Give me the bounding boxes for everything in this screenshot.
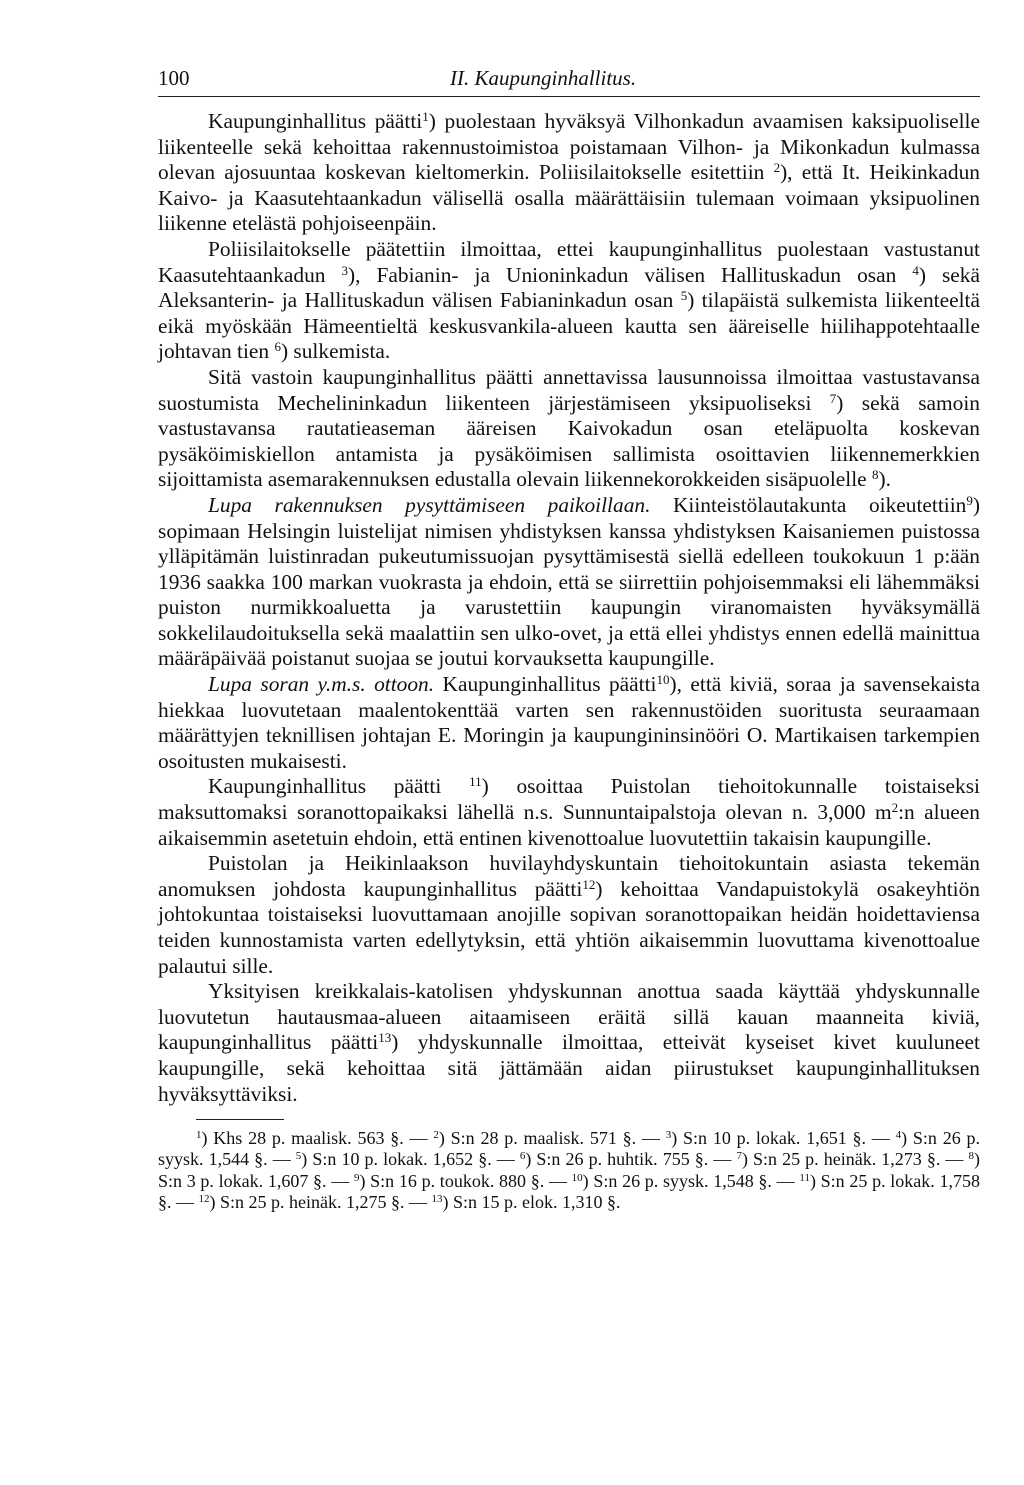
document-page <box>158 62 980 1213</box>
section-lead-heading: Lupa rakennuksen pysyttämiseen paikoillaan. <box>208 492 651 517</box>
text-run: ) S:n 26 p. huhtik. 755 §. — <box>525 1149 737 1170</box>
text-run: ) S:n 28 p. maalisk. 571 §. — <box>438 1128 666 1149</box>
paragraph <box>158 109 980 237</box>
footnote-divider <box>196 1119 284 1120</box>
page-header <box>158 62 980 97</box>
text-run: ) sekä Aleksanterin- ja Hallituskadun välisen Fabianinkadun osan <box>158 262 980 313</box>
text-run: ), Fabianin- ja Unioninkadun välisen Hallituskadun osan <box>348 262 913 287</box>
text-run: ) Khs 28 p. maalisk. 563 §. — <box>201 1128 434 1149</box>
footnote-ref: 5 <box>680 288 688 304</box>
text-run: ) kehoittaa Vandapuistokylä osakeyhtiön johtokuntaa toistaiseksi luovuttamaan anojille sopivan soranottopaikan heidän hoidettaviensa teiden kunnostamista varten edellytyksin, että yhtiön aikaisemmin luovuttama kivenottoalue palautui sille. <box>158 876 980 978</box>
footnote-marker: 2 <box>433 1129 439 1142</box>
text-run: ) yhdyskunnalle ilmoittaa, etteivät kyseiset kivet kuuluneet kaupungille, sekä kehoittaa sitä jättämään aidan piirustukset kaupunginhallituksen hyväksyttäviksi. <box>158 1030 980 1106</box>
footnote-marker: 13 <box>431 1192 443 1205</box>
text-run: ), että kiviä, soraa ja savensekaista hiekkaa luovutetaan maalentokenttää varten sen rakennustöiden suoritusta seuraamaan määrättyjen teknillisen johtajan E. Moringin ja kaupungininsinööri O. Martikaisen tarkempien osoitusten mukaisesti. <box>158 672 981 773</box>
text-run: Kiinteistölautakunta oikeutettiin <box>650 492 967 517</box>
text-run: Poliisilaitokselle päätettiin ilmoittaa, ettei kaupunginhallitus puolestaan vastustanut Kaasutehtaankadun <box>158 236 980 287</box>
text-run: Kaupunginhallitus päätti <box>434 672 657 697</box>
text-run: ) puolestaan hyväksyä Vilhonkadun avaamisen kaksipuoliselle liikenteelle sekä kehoittaa rakennustoimistoa poistamaan Vilhon- ja Mikonkadun kulmassa olevan ajosuuntaa koskevan kieltomerkin. Poliisilaitokselle esitettiin <box>158 109 980 185</box>
footnote-marker: 4 <box>895 1129 902 1142</box>
body-text <box>158 109 980 1107</box>
text-run: ) sulkemista. <box>280 339 391 364</box>
text-run: ) sopimaan Helsingin luistelijat nimisen yhdistyksen kanssa yhdistyksen Kaisaniemen puistossa ylläpitämän luistinradan pukeutumissuojan pysyttämisestä siellä edelleen toukokuun 1 p:ään 1936 saakka 100 markan vuokrasta ja ehdoin, että se siirrettiin pohjoisemmaksi eli lähemmäksi puiston nurmikkoaluetta ja varustettiin kaupungin viranomaisten hyväksymällä sokkelilaudoituksella sekä maalattiin sen ulko-ovet, ja että ellei yhdistys ennen edellä mainittua määräpäivää poistanut suojaa se joutui korvauksetta kaupungille. <box>158 492 981 671</box>
footnote-ref: 10 <box>656 672 670 688</box>
footnote-marker: 10 <box>571 1171 583 1184</box>
text-run: ) S:n 10 p. lokak. 1,652 §. — <box>301 1149 520 1170</box>
text-run: ) S:n 15 p. elok. 1,310 §. <box>442 1191 621 1212</box>
footnote-ref: 1 <box>422 109 429 124</box>
footnote-ref: 12 <box>582 876 596 892</box>
footnote-ref: 2 <box>891 800 899 816</box>
footnote-ref: 7 <box>829 390 837 406</box>
footnote-marker: 6 <box>519 1150 526 1163</box>
footnote-marker: 3 <box>665 1129 672 1142</box>
text-run: Sitä vastoin kaupunginhallitus päätti annettavissa lausunnoissa ilmoittaa vastustavansa suostumista Mechelininkadun liikenteen järjestämiseen yksipuoliseksi <box>158 364 980 415</box>
text-run: ) S:n 25 p. lokak. 1,758 §. — <box>158 1170 980 1212</box>
text-run: ) S:n 26 p. syysk. 1,548 §. — <box>582 1170 800 1191</box>
paragraph <box>158 672 980 774</box>
footnote-text <box>158 1128 980 1213</box>
footnote-ref: 2 <box>773 160 781 176</box>
footnote-ref: 9 <box>966 492 973 508</box>
text-run: ) S:n 25 p. heinäk. 1,273 §. — <box>741 1149 969 1170</box>
footnote-marker: 11 <box>799 1171 810 1184</box>
text-run: ) S:n 25 p. heinäk. 1,275 §. — <box>209 1191 432 1212</box>
footnotes <box>158 1119 980 1213</box>
paragraph <box>158 237 980 365</box>
footnote-marker: 1 <box>196 1129 202 1142</box>
footnote-ref: 3 <box>341 262 349 278</box>
paragraph <box>158 979 980 1107</box>
text-run: Kaupunginhallitus päätti <box>208 109 423 133</box>
text-run: ) osoittaa Puistolan tiehoitokunnalle toistaiseksi maksuttomaksi soranottopaikaksi lähellä n.s. Sunnuntaipalstoja olevan n. 3,000 m <box>158 774 980 825</box>
text-run: ) S:n 16 p. toukok. 880 §. — <box>359 1170 572 1191</box>
text-run: ), että It. Heikinkadun Kaivo- ja Kaasutehtaankadun välisellä osalla määrättäisiin tulemaan voimaan yksipuolinen liikenne etelästä pohjoiseenpäin. <box>158 160 980 236</box>
paragraph <box>158 365 980 493</box>
text-run: ). <box>878 467 891 492</box>
text-run: ) S:n 3 p. lokak. 1,607 §. — <box>158 1149 980 1191</box>
footnote-marker: 12 <box>198 1192 210 1205</box>
text-run: Yksityisen kreikkalais-katolisen yhdyskunnan anottua saada käyttää yhdyskunnalle luovutetun hautausmaa-alueen aitaamiseen eräitä sillä kauan maanneita kiviä, kaupunginhallitus päätti <box>158 979 980 1055</box>
footnote-marker: 9 <box>353 1171 360 1184</box>
page-number: 100 <box>158 66 190 90</box>
footnote-marker: 8 <box>968 1150 974 1163</box>
text-run: ) sekä samoin vastustavansa rautatieaseman ääreisen Kaivokadun osan eteläpuolta koskevan pysäköimiskiellon antamista ja pysäköimisen sallimista osoittavien liikennemerkkien sijoittamista asemarakennuksen edustalla olevain liikennekorokkeiden sisäpuolelle <box>158 390 980 492</box>
text-run: ) S:n 26 p. syysk. 1,544 §. — <box>158 1128 981 1170</box>
text-run: ) tilapäistä sulkemista liikenteeltä eikä myöskään Hämeentieltä keskusvankila-alueen kautta sen ääreiselle hiilihappotehtaalle johtavan tien <box>158 288 980 364</box>
paragraph <box>158 774 980 851</box>
footnote-marker: 5 <box>295 1150 302 1163</box>
section-lead-heading: Lupa soran y.m.s. ottoon. <box>208 672 435 697</box>
footnote-ref: 13 <box>378 1030 392 1046</box>
text-run: Kaupunginhallitus päätti <box>208 774 470 799</box>
text-run: Puistolan ja Heikinlaakson huvilayhdyskuntain tiehoitokuntain asiasta tekemän anomuksen johdosta kaupunginhallitus päätti <box>158 851 980 901</box>
footnote-ref: 8 <box>872 467 879 483</box>
paragraph <box>158 851 980 979</box>
text-run: ) S:n 10 p. lokak. 1,651 §. — <box>671 1128 896 1149</box>
text-run: :n alueen aikaisemmin asetetuin ehdoin, että entinen kivenottoalue luovutettiin takaisin kaupungille. <box>158 800 980 850</box>
running-title: II. Kaupunginhallitus. <box>450 66 637 90</box>
paragraph <box>158 493 980 672</box>
footnote-ref: 6 <box>274 339 281 355</box>
footnote-marker: 7 <box>736 1150 742 1163</box>
footnote-ref: 11 <box>469 774 482 790</box>
footnote-ref: 4 <box>912 262 919 278</box>
